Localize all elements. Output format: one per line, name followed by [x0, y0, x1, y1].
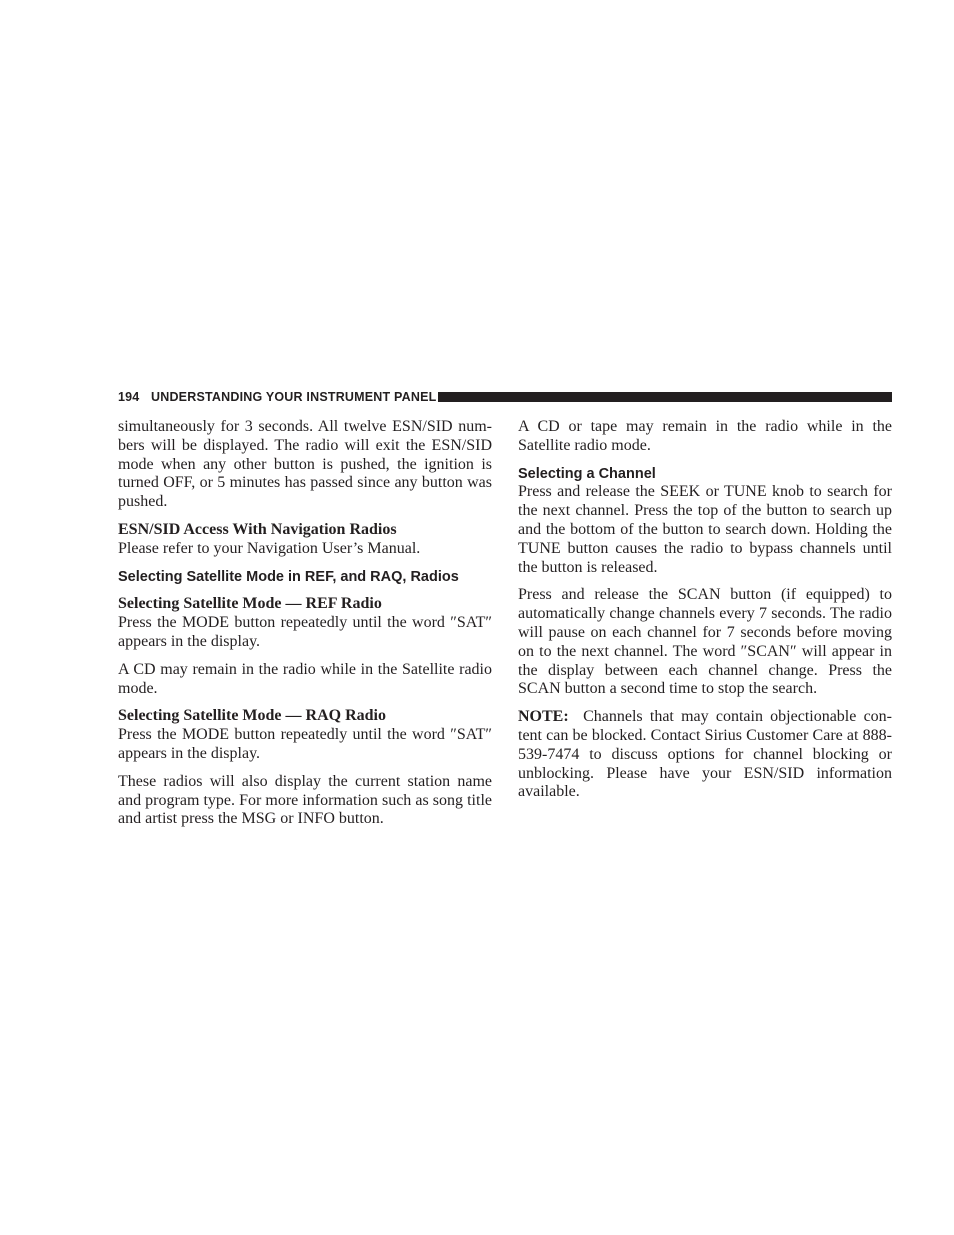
paragraph-navigation-manual: Please refer to your Navigation User’s Manual.: [118, 539, 421, 557]
paragraph-station-info: These radios will also display the current station name and program type. For more information such as song title and artist press the MSG or INFO button.: [118, 772, 492, 828]
page-number: 194: [118, 390, 140, 404]
section-title: UNDERSTANDING YOUR INSTRUMENT PANEL: [151, 390, 437, 404]
right-column: [518, 418, 892, 811]
paragraph-esn-display: simultaneously for 3 seconds. All twelve ESN/SID num-bers will be displayed. The radio will exit the ESN/SID mode when any other button is pushed, the ignition is turned OFF, or 5 minutes has passed since any button was pushed.: [118, 418, 492, 511]
paragraph-raq-radio: Press the MODE button repeatedly until the word ″SAT″ appears in the display.: [118, 726, 492, 762]
paragraph-scan: Press and release the SCAN button (if equipped) to automatically change channels every 7 seconds. The radio will pause on each channel for 7 seconds before moving on to the next channel. The word ″SCAN″ will appear in the display between each channel change. Press the SCAN button a second time to stop the search.: [518, 586, 892, 698]
left-column: [118, 418, 492, 838]
note-label: NOTE:: [518, 708, 569, 726]
heading-satellite-mode: Selecting Satellite Mode in REF, and RAQ, Radios: [118, 568, 459, 585]
paragraph-seek-tune: Press and release the SEEK or TUNE knob to search for the next channel. Press the top of the button to search up and the bottom of the button to search down. Holding the TUNE button causes the radio to bypass channels until the button is released.: [518, 483, 892, 576]
heading-selecting-channel: Selecting a Channel: [518, 465, 656, 482]
heading-raq-radio: Selecting Satellite Mode — RAQ Radio: [118, 707, 386, 725]
heading-esn-navigation: ESN/SID Access With Navigation Radios: [118, 520, 397, 538]
note-text: Channels that may contain objectionable con-tent can be blocked. Contact Sirius Customer Care at 888-539-7474 to discuss options for channel blocking or unblocking. Please have your ESN/SID information available.: [518, 708, 892, 801]
paragraph-cd-tape: A CD or tape may remain in the radio while in the Satellite radio mode.: [518, 418, 892, 454]
page-header: [118, 389, 892, 405]
note-paragraph: [518, 708, 892, 802]
paragraph-cd-remain: A CD may remain in the radio while in the Satellite radio mode.: [118, 660, 492, 697]
paragraph-ref-radio: Press the MODE button repeatedly until the word ″SAT″ appears in the display.: [118, 614, 492, 650]
heading-ref-radio: Selecting Satellite Mode — REF Radio: [118, 595, 382, 613]
header-rule: [438, 392, 892, 402]
